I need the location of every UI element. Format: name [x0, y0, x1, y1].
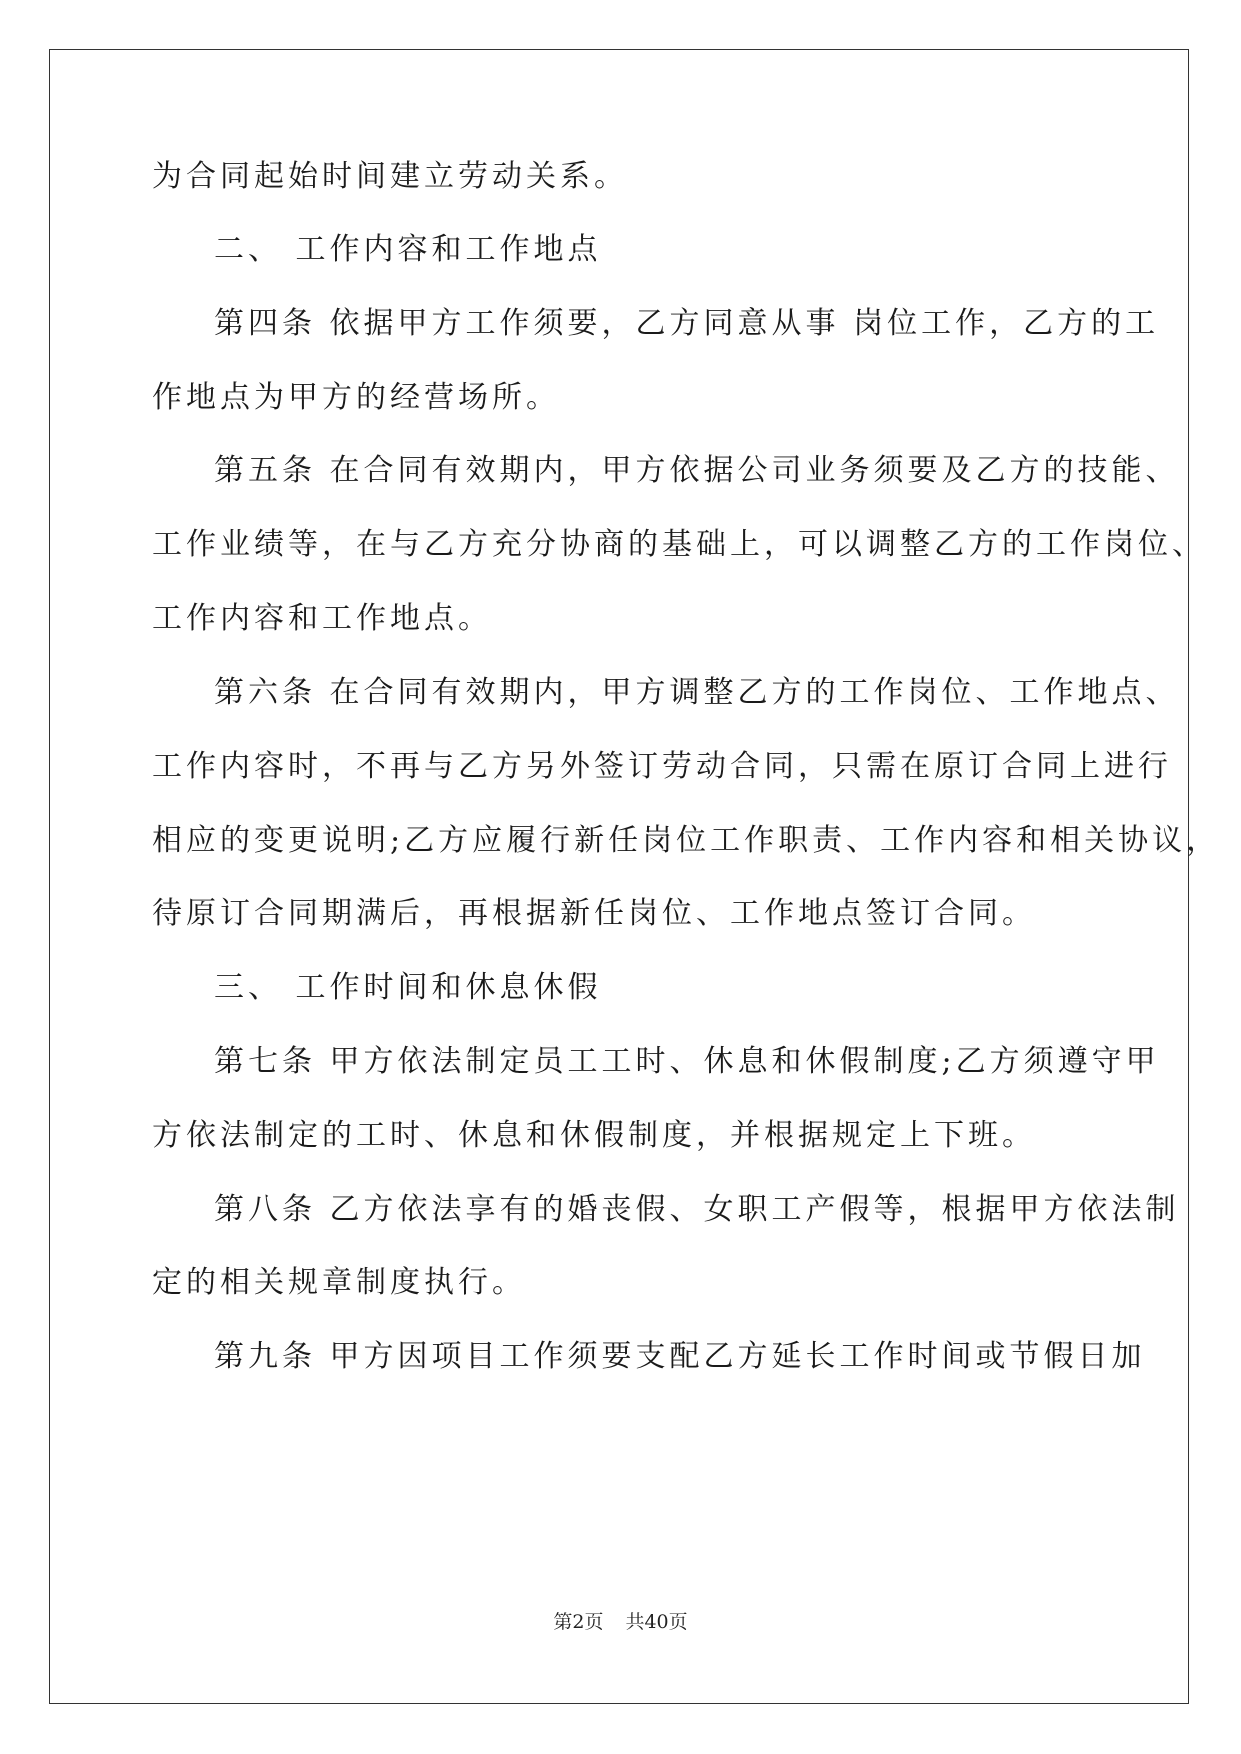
paragraph-line: 第六条 在合同有效期内，甲方调整乙方的工作岗位、工作地点、	[214, 675, 1180, 710]
paragraph-line: 为合同起始时间建立劳动关系。	[152, 159, 628, 194]
page-frame	[49, 49, 1221, 1704]
paragraph-line: 方依法制定的工时、休息和休假制度，并根据规定上下班。	[152, 1118, 1036, 1153]
paragraph-line: 工作内容时，不再与乙方另外签订劳动合同，只需在原订合同上进行	[152, 749, 1172, 784]
paragraph-line: 定的相关规章制度执行。	[152, 1265, 526, 1300]
paragraph-line: 工作内容和工作地点。	[152, 601, 492, 636]
paragraph-line: 第九条 甲方因项目工作须要支配乙方延长工作时间或节假日加	[214, 1339, 1146, 1374]
paragraph-line: 待原订合同期满后，再根据新任岗位、工作地点签订合同。	[152, 896, 1036, 931]
paragraph-line: 相应的变更说明;乙方应履行新任岗位工作职责、工作内容和相关协议，	[152, 823, 1221, 858]
paragraph-line: 第五条 在合同有效期内，甲方依据公司业务须要及乙方的技能、	[214, 453, 1180, 488]
section-heading: 三、 工作时间和休息休假	[214, 970, 602, 1005]
page-total: 共40页	[625, 1611, 688, 1633]
section-heading: 二、 工作内容和工作地点	[214, 232, 602, 267]
paragraph-line: 工作业绩等，在与乙方充分协商的基础上，可以调整乙方的工作岗位、	[152, 527, 1206, 562]
page-number: 第2页	[553, 1611, 604, 1633]
paragraph-line: 第四条 依据甲方工作须要，乙方同意从事 岗位工作，乙方的工	[214, 306, 1160, 341]
paragraph-line: 作地点为甲方的经营场所。	[152, 380, 560, 415]
page-footer	[0, 1610, 1241, 1634]
paragraph-line: 第七条 甲方依法制定员工工时、休息和休假制度;乙方须遵守甲	[214, 1044, 1160, 1079]
paragraph-line: 第八条 乙方依法享有的婚丧假、女职工产假等，根据甲方依法制	[214, 1192, 1180, 1227]
